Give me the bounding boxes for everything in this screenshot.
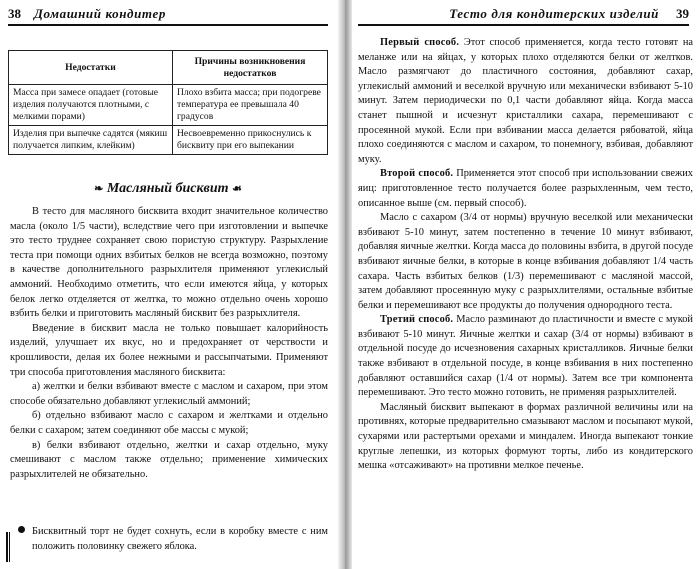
table-header-cell: Недостатки (9, 51, 173, 85)
method-title: Второй способ. (380, 168, 454, 180)
paragraph: Масло с сахаром (3/4 от нормы) вручную веселкой или механически взбивают 5-10 минут, затем постепенно в течение 10 минут взбивают, добавляя яичные желтки. Когда масса до половины взбита, в другой посуде взбивают яичные белки, в которые в конце взбивания добавляют 1/4 часть сахара. Часть взбитых белков (1/3) перемешивают с масляной массой, затем добавляют просеянную муку с разрыхлителями, остальные взбитые белки и перемешивают все продукты до получения однородного теста. (358, 212, 693, 311)
paragraph: б) отдельно взбивают масло с сахаром и желтками и отдельно белки с сахаром; затем соединяют обе массы с мукой; (10, 410, 328, 436)
method-text: Применяется этот способ при использовании свежих яиц: приготовленное тесто получается более разрыхленным, чем тесто, описанное выше (см. первый способ). (358, 168, 693, 209)
method-paragraph (358, 167, 693, 211)
left-page-header (8, 4, 328, 26)
method-text: Этот способ применяется, когда тесто готовят на меланже или на яйцах, у которых плохо отделяются белки от желтков. Масло размягчают до пластичного состояния, добавляют сахар, углекислый аммоний и веселкой вручную или механически взбивают 5-10 минут. Затем периодически по 0,1 части добавляют яйца. Когда масса станет пышной и исчезнут кристаллики сахара, перемешивают с просеянной мукой. Если при взбивании масса делается рябоватой, яйца плохо соединяются с маслом и сахаром, то понемногу, взбивая, добавляют муку. (358, 37, 693, 165)
paragraph: Введение в бисквит масла не только повышает калорийность изделий, улучшает их вкус, но и предохраняет от черствости и крошливости, делая их более нежными и рассыпчатыми. Применяют три способа приготовления масляного бисквита: (10, 322, 328, 378)
left-body-text (10, 205, 328, 482)
table-cell: Несвоевременно прикоснулись к бисквиту при его выпекании (173, 126, 328, 155)
running-title: Тесто для кондитерских изделий (449, 6, 659, 21)
method-paragraph (358, 313, 693, 401)
running-title: Домашний кондитер (34, 6, 166, 21)
method-title: Первый способ. (380, 37, 460, 48)
margin-marks (6, 532, 10, 562)
defects-table (8, 50, 328, 155)
section-heading (8, 181, 328, 197)
table-row (9, 85, 328, 126)
table-cell: Изделия при выпечке садятся (мякиш получается липким, клейким) (9, 126, 173, 155)
left-page (0, 0, 338, 569)
page-number: 38 (8, 6, 21, 21)
book-gutter (338, 0, 352, 569)
ornament-icon: ❧ (94, 183, 104, 195)
method-title: Третий способ. (380, 314, 454, 326)
right-body-text (358, 36, 693, 474)
right-page-header (358, 4, 689, 26)
bullet-icon (18, 526, 25, 533)
paragraph: Масляный бисквит выпекают в формах различной величины или на противнях, которые предварительно смазывают маслом и посыпают мукой, сухарями или растертыми орехами и миндалем. Иногда выпекают тонкие круглые лепешки, из которых формуют торты, либо из кондитерского мешка «отсаживают» на противни мелкое печенье. (358, 401, 693, 472)
paragraph: в) белки взбивают отдельно, желтки и сахар отдельно, муку смешивают с маслом также отдельно; применение химических разрыхлителей не обязательно. (10, 439, 328, 480)
section-title: Масляный бисквит (106, 181, 229, 196)
paragraph: а) желтки и белки взбивают вместе с маслом и сахаром, при этом способе обязательно добавляют углекислый аммоний; (10, 381, 328, 407)
tip-text: Бисквитный торт не будет сохнуть, если в коробку вместе с ним положить половинку свежего яблока. (32, 526, 328, 552)
table-header-row (9, 51, 328, 85)
table-cell: Масса при замесе опадает (готовые изделия получаются плотными, с мелкими порами) (9, 85, 173, 126)
method-paragraph (358, 36, 693, 167)
right-page (352, 0, 699, 569)
table-header-cell: Причины возникновения недостатков (173, 51, 328, 85)
ornament-icon: ☙ (232, 183, 242, 195)
page-number: 39 (676, 6, 689, 21)
method-text: Масло разминают до пластичности и вместе с мукой взбивают 5-10 минут. Яичные желтки и сахар (3/4 от нормы) взбивают в отдельной посуде до исчезновения сахарных кристалликов. Яичные белки также взбивают в отдельной посуде, в конце взбивания в них постепенно добавляют оставшийся сахар (1/4 от нормы). Затем все три компонента перемешивают. Это тесто можно готовить, не применяя разрыхлителей. (358, 314, 693, 399)
table-row (9, 126, 328, 155)
tip-note (10, 524, 328, 554)
paragraph: В тесто для масляного бисквита входит значительное количество масла (около 1/5 части), вследствие чего при изготовлении и выпечке это тесто труднее сохраняет свою пористую структуру. Разрыхление теста при помощи одних взбитых белков не всегда возможно, поэтому в качестве дополнительного разрыхлителя применяют углекислый аммоний. Необходимо отметить, что если имеются яйца, у которых белок легко отделяется от желтка, то можно отдельно очень хорошо взбить белки и приготовить масляный бисквит без разрыхлителя. (10, 206, 328, 320)
table-cell: Плохо взбита масса; при подогреве температура ее превышала 40 градусов (173, 85, 328, 126)
